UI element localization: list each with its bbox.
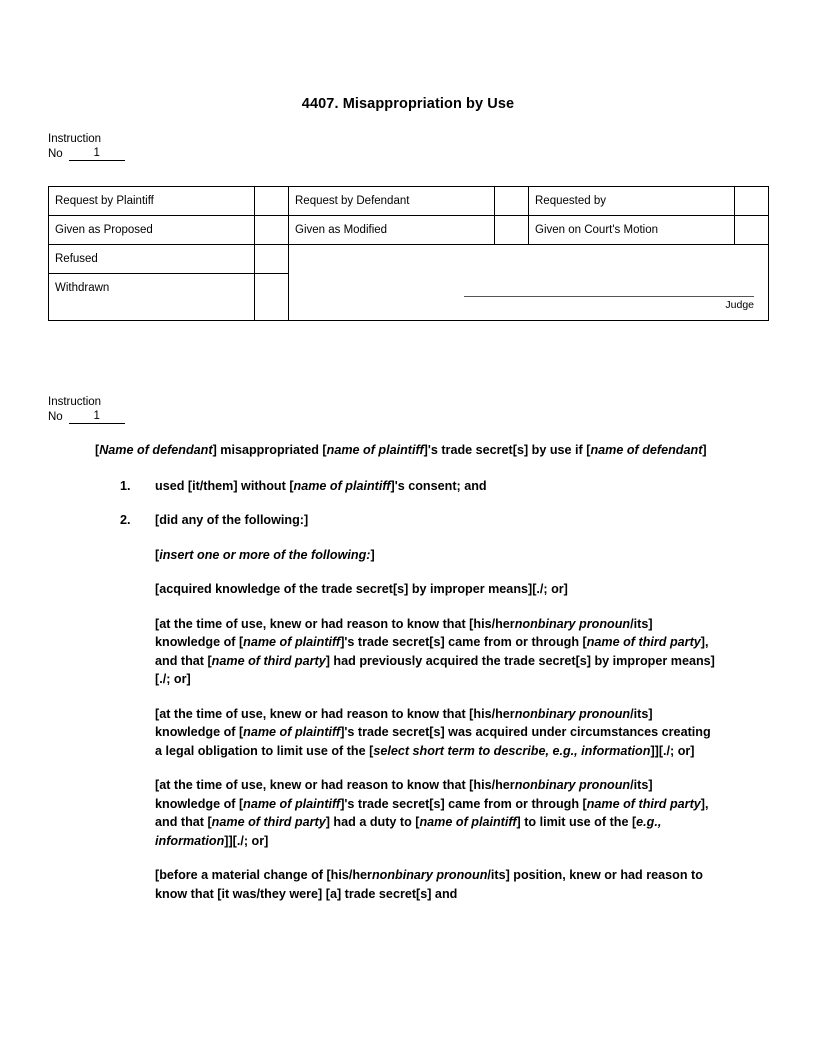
- table-row: [49, 187, 769, 216]
- placeholder-text: name of third party: [586, 635, 701, 649]
- static-text: /its] position, knew or had reason to know that [it was/they were] [a] trade secret[s] and: [155, 868, 703, 901]
- instruction-no-label-top: No: [48, 147, 63, 160]
- instruction-label-top: Instruction: [48, 133, 102, 145]
- static-text: ]'s trade secret[s] was acquired under circumstances creating a legal obligation to limit use of the [: [155, 725, 711, 758]
- checkbox-request-by-defendant[interactable]: [495, 187, 529, 216]
- placeholder-text: name of plaintiff: [243, 796, 341, 811]
- static-text: ]'s trade secret[s] came from or through [: [340, 796, 587, 811]
- static-text: used [it/them] without [: [155, 478, 294, 493]
- static-text: [acquired knowledge of the trade secret[s] by improper means][./; or]: [155, 582, 568, 596]
- static-text: ], and that [: [155, 635, 709, 668]
- cell-given-as-proposed: Given as Proposed: [49, 216, 255, 245]
- optional-clause-list: [0, 546, 816, 904]
- checkbox-refused[interactable]: [255, 245, 289, 274]
- cell-given-as-modified: Given as Modified: [289, 216, 495, 245]
- placeholder-text: name of plaintiff: [419, 815, 517, 829]
- list-item-number: 2.: [120, 513, 131, 527]
- placeholder-text: name of third party: [211, 653, 326, 668]
- judge-signature-area: [464, 296, 754, 312]
- placeholder-text: name of third party: [586, 796, 701, 811]
- instruction-body: [0, 441, 816, 919]
- placeholder-text: name of plaintiff: [326, 443, 424, 457]
- checkbox-given-as-proposed[interactable]: [255, 216, 289, 245]
- lead-paragraph: [0, 441, 816, 460]
- checkbox-withdrawn[interactable]: [255, 274, 289, 321]
- optional-clause: [0, 546, 816, 565]
- list-item: [0, 511, 816, 530]
- instruction-number-header-top: [48, 132, 125, 161]
- cell-requested-by: Requested by: [529, 187, 735, 216]
- checkbox-request-by-plaintiff[interactable]: [255, 187, 289, 216]
- list-item-number: 1.: [120, 478, 131, 493]
- cell-request-by-defendant: Request by Defendant: [289, 187, 495, 216]
- static-text: [at the time of use, knew or had reason to know that [his/her: [155, 778, 515, 792]
- placeholder-text: name of third party: [211, 815, 326, 829]
- optional-clause: [0, 615, 816, 689]
- optional-clause: [0, 580, 816, 599]
- list-item: [0, 477, 816, 496]
- placeholder-text: select short term to describe, e.g., information: [373, 743, 651, 758]
- static-text: /its] knowledge of [: [155, 778, 653, 811]
- static-text: ] to limit use of the [: [516, 815, 637, 829]
- static-text: [did any of the following:]: [155, 513, 309, 527]
- placeholder-text: e.g., information: [155, 815, 662, 848]
- numbered-element-list: [0, 477, 816, 530]
- checkbox-given-on-courts-motion[interactable]: [735, 216, 769, 245]
- static-text: ], and that [: [155, 796, 709, 829]
- optional-clause: [0, 866, 816, 903]
- static-text: ]][./; or]: [650, 743, 695, 758]
- placeholder-text: nonbinary pronoun: [371, 868, 488, 882]
- static-text: [at the time of use, knew or had reason to know that [his/her: [155, 706, 515, 721]
- list-item-text: [155, 513, 308, 527]
- disposition-form-table: [48, 186, 769, 321]
- static-text: [: [95, 443, 100, 457]
- instruction-number-header-body: [48, 395, 125, 424]
- cell-request-by-plaintiff: Request by Plaintiff: [49, 187, 255, 216]
- placeholder-text: nonbinary pronoun: [514, 778, 631, 792]
- static-text: ]'s trade secret[s] came from or through [: [340, 635, 587, 649]
- placeholder-text: nonbinary pronoun: [514, 616, 631, 631]
- table-row: [49, 216, 769, 245]
- static-text: /its] knowledge of [: [155, 616, 653, 649]
- judge-signature-cell: [289, 245, 769, 321]
- instruction-no-value-body[interactable]: 1: [69, 410, 125, 424]
- static-text: ] had a duty to [: [325, 815, 420, 829]
- checkbox-requested-by[interactable]: [735, 187, 769, 216]
- static-text: /its] knowledge of [: [155, 706, 653, 739]
- checkbox-given-as-modified[interactable]: [495, 216, 529, 245]
- cell-withdrawn: Withdrawn: [49, 274, 255, 321]
- placeholder-text: name of plaintiff: [243, 725, 341, 739]
- placeholder-text: nonbinary pronoun: [514, 706, 631, 721]
- optional-clause: [0, 705, 816, 761]
- instruction-label-body: Instruction: [48, 396, 102, 408]
- static-text: ] had previously acquired the trade secret[s] by improper means][./; or]: [155, 653, 715, 686]
- static-text: ]][./; or]: [224, 833, 269, 848]
- static-text: ]'s consent; and: [390, 478, 487, 493]
- placeholder-text: name of plaintiff: [243, 635, 341, 649]
- cell-refused: Refused: [49, 245, 255, 274]
- list-item-text: [155, 479, 487, 493]
- static-text: ]'s trade secret[s] by use if [: [423, 443, 591, 457]
- placeholder-text: Name of defendant: [99, 443, 213, 457]
- placeholder-text: name of defendant: [590, 443, 703, 457]
- page-title: 4407. Misappropriation by Use: [301, 96, 515, 112]
- static-text: ] misappropriated [: [212, 443, 327, 457]
- static-text: [at the time of use, knew or had reason to know that [his/her: [155, 616, 515, 631]
- optional-clause: [0, 776, 816, 850]
- table-row: [49, 245, 769, 274]
- instruction-no-value-top[interactable]: 1: [69, 147, 125, 161]
- static-text: ]: [370, 547, 375, 562]
- placeholder-text: insert one or more of the following:: [159, 547, 371, 562]
- instruction-no-label-body: No: [48, 410, 63, 423]
- static-text: [: [155, 547, 160, 562]
- signature-caption: Judge: [725, 299, 754, 311]
- static-text: [before a material change of [his/her: [155, 868, 372, 882]
- static-text: ]: [702, 443, 707, 457]
- placeholder-text: name of plaintiff: [293, 478, 391, 493]
- cell-given-on-courts-motion: Given on Court's Motion: [529, 216, 735, 245]
